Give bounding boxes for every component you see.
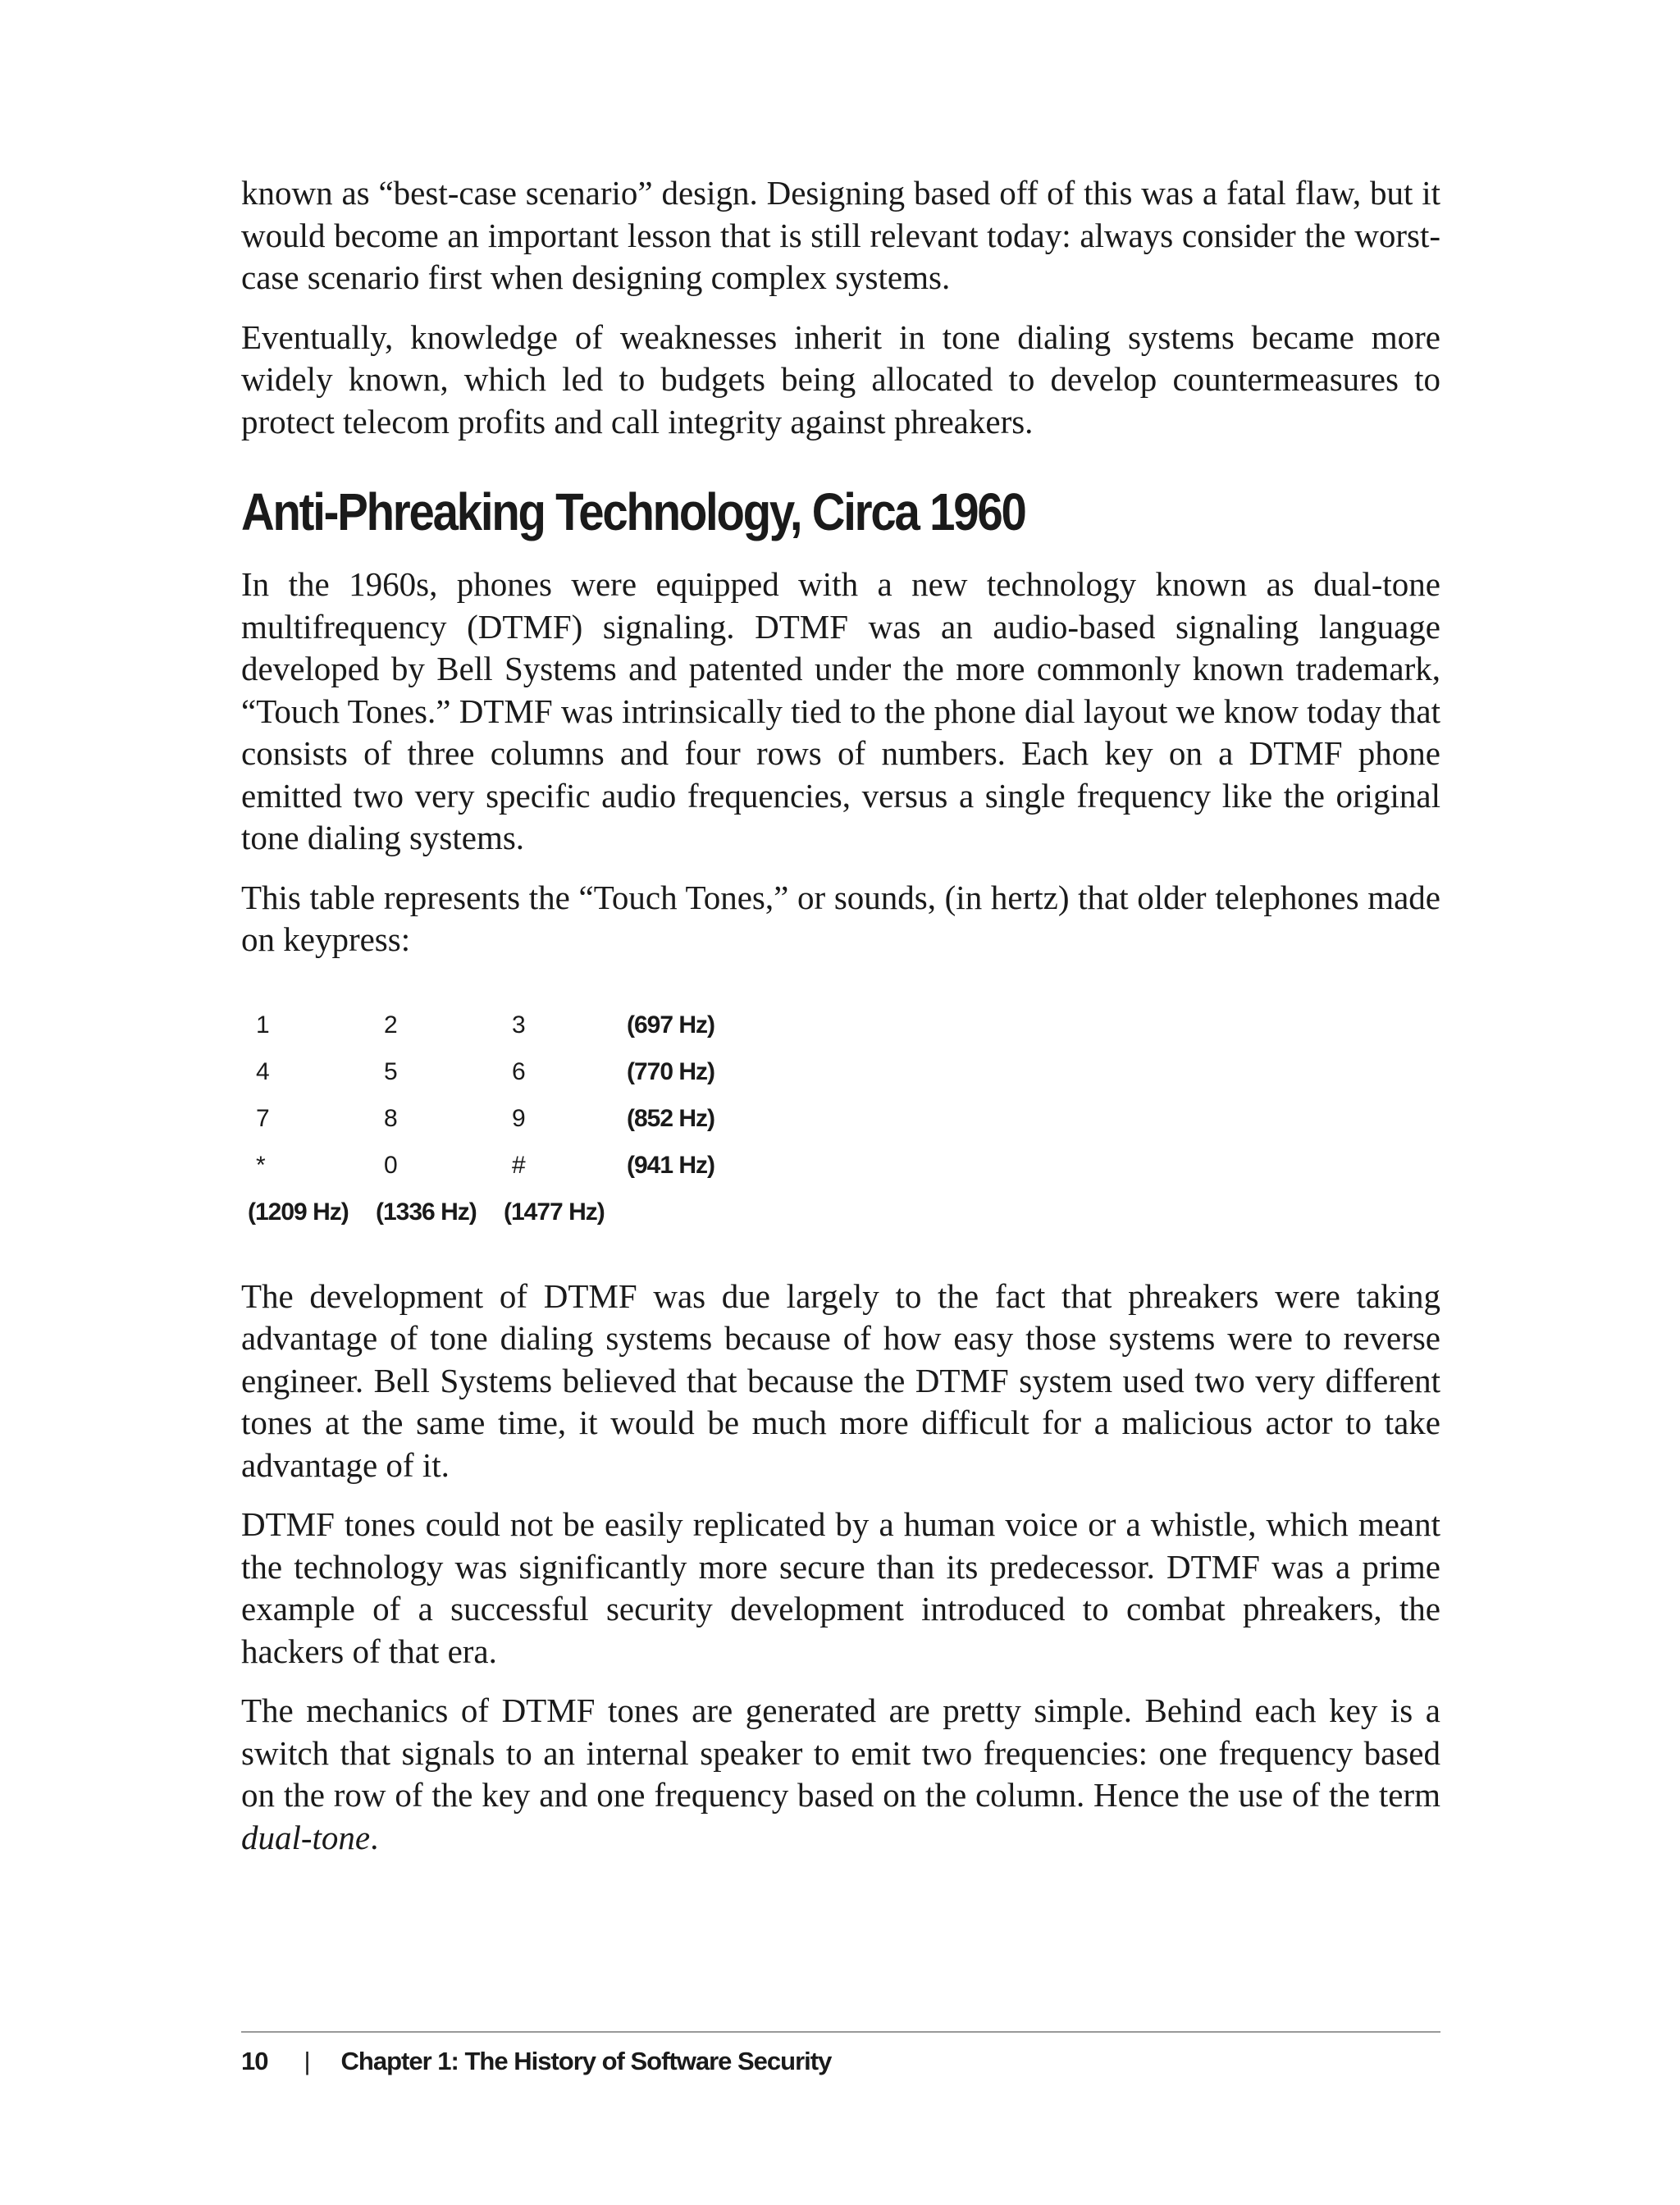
- table-cell: #: [512, 1152, 526, 1179]
- paragraph: [241, 1690, 1440, 1859]
- table-cell: 0: [384, 1152, 398, 1179]
- table-cell: 8: [384, 1105, 398, 1132]
- paragraph-end: .: [370, 1818, 379, 1856]
- row-frequency-cell: (941 Hz): [627, 1152, 715, 1179]
- chapter-title: Chapter 1: The History of Software Security: [340, 2047, 832, 2075]
- table-cell: *: [256, 1152, 266, 1179]
- dtmf-frequency-table: [248, 1002, 791, 1236]
- table-cell: 3: [512, 1011, 526, 1039]
- footer-divider: [241, 2031, 1440, 2033]
- paragraph: Eventually, knowledge of weaknesses inherit in tone dialing systems became more widely known, which led to budgets being allocated to develop countermeasures to protect telecom profits and call integrity against phreakers.: [241, 317, 1440, 441]
- table-row: [248, 1143, 791, 1189]
- footer-separator: |: [304, 2047, 310, 2075]
- paragraph: known as “best-case scenario” design. Designing based off of this was a fatal flaw, but it would become an important lesson that is still relevant today: always consider the worst-case scenario first when designing complex systems.: [241, 174, 1440, 296]
- row-frequency-cell: (697 Hz): [627, 1011, 715, 1039]
- footer-line: [241, 2047, 1440, 2076]
- table-cell: 7: [256, 1105, 270, 1132]
- table-row: [248, 1189, 791, 1236]
- table-row: [248, 1002, 791, 1049]
- column-frequency-cell: (1336 Hz): [376, 1198, 477, 1226]
- paragraph: The development of DTMF was due largely to the fact that phreakers were taking advantage of tone dialing systems because of how easy those systems were to reverse engineer. Bell Systems believed that because the DTMF system used two very different tones at the same time, it would be much more difficult for a malicious actor to take advantage of it.: [241, 1276, 1440, 1484]
- table-cell: 4: [256, 1058, 270, 1085]
- page-footer: [241, 2031, 1440, 2076]
- column-frequency-cell: (1209 Hz): [248, 1198, 349, 1226]
- row-frequency-cell: (770 Hz): [627, 1058, 715, 1085]
- column-frequency-cell: (1477 Hz): [504, 1198, 605, 1226]
- emphasis-term: dual-tone: [241, 1818, 371, 1856]
- page-body: [241, 172, 1440, 1876]
- table-cell: 2: [384, 1011, 398, 1039]
- table-cell: 5: [384, 1058, 398, 1085]
- table-row: [248, 1096, 791, 1143]
- paragraph: DTMF tones could not be easily replicated by a human voice or a whistle, which meant the technology was significantly more secure than its predecessor. DTMF was a prime example of a successful security development introduced to combat phreakers, the hackers of that era.: [241, 1505, 1440, 1670]
- table-cell: [627, 1189, 791, 1236]
- paragraph-text: The mechanics of DTMF tones are generated are pretty simple. Behind each key is a switch that signals to an internal speaker to emit two frequencies: one frequency based on the row of the key and one frequency based on the column. Hence the use of the term: [241, 1691, 1440, 1814]
- table-cell: 1: [256, 1011, 270, 1039]
- row-frequency-cell: (852 Hz): [627, 1105, 715, 1132]
- paragraph: This table represents the “Touch Tones,” or sounds, (in hertz) that older telephones made on keypress:: [241, 878, 1440, 958]
- table-cell: 6: [512, 1058, 526, 1085]
- section-heading: Anti-Phreaking Technology, Circa 1960: [241, 482, 1025, 541]
- table-row: [248, 1049, 791, 1096]
- table-cell: 9: [512, 1105, 526, 1132]
- paragraph: In the 1960s, phones were equipped with a new technology known as dual-tone multifrequency (DTMF) signaling. DTMF was an audio-based signaling language developed by Bell Systems and patented under the more commonly known trademark, “Touch Tones.” DTMF was intrinsically tied to the phone dial layout we know today that consists of three columns and four rows of numbers. Each key on a DTMF phone emitted two very specific audio frequencies, versus a single frequency like the original tone dialing systems.: [241, 565, 1440, 856]
- page-number: 10: [241, 2047, 268, 2075]
